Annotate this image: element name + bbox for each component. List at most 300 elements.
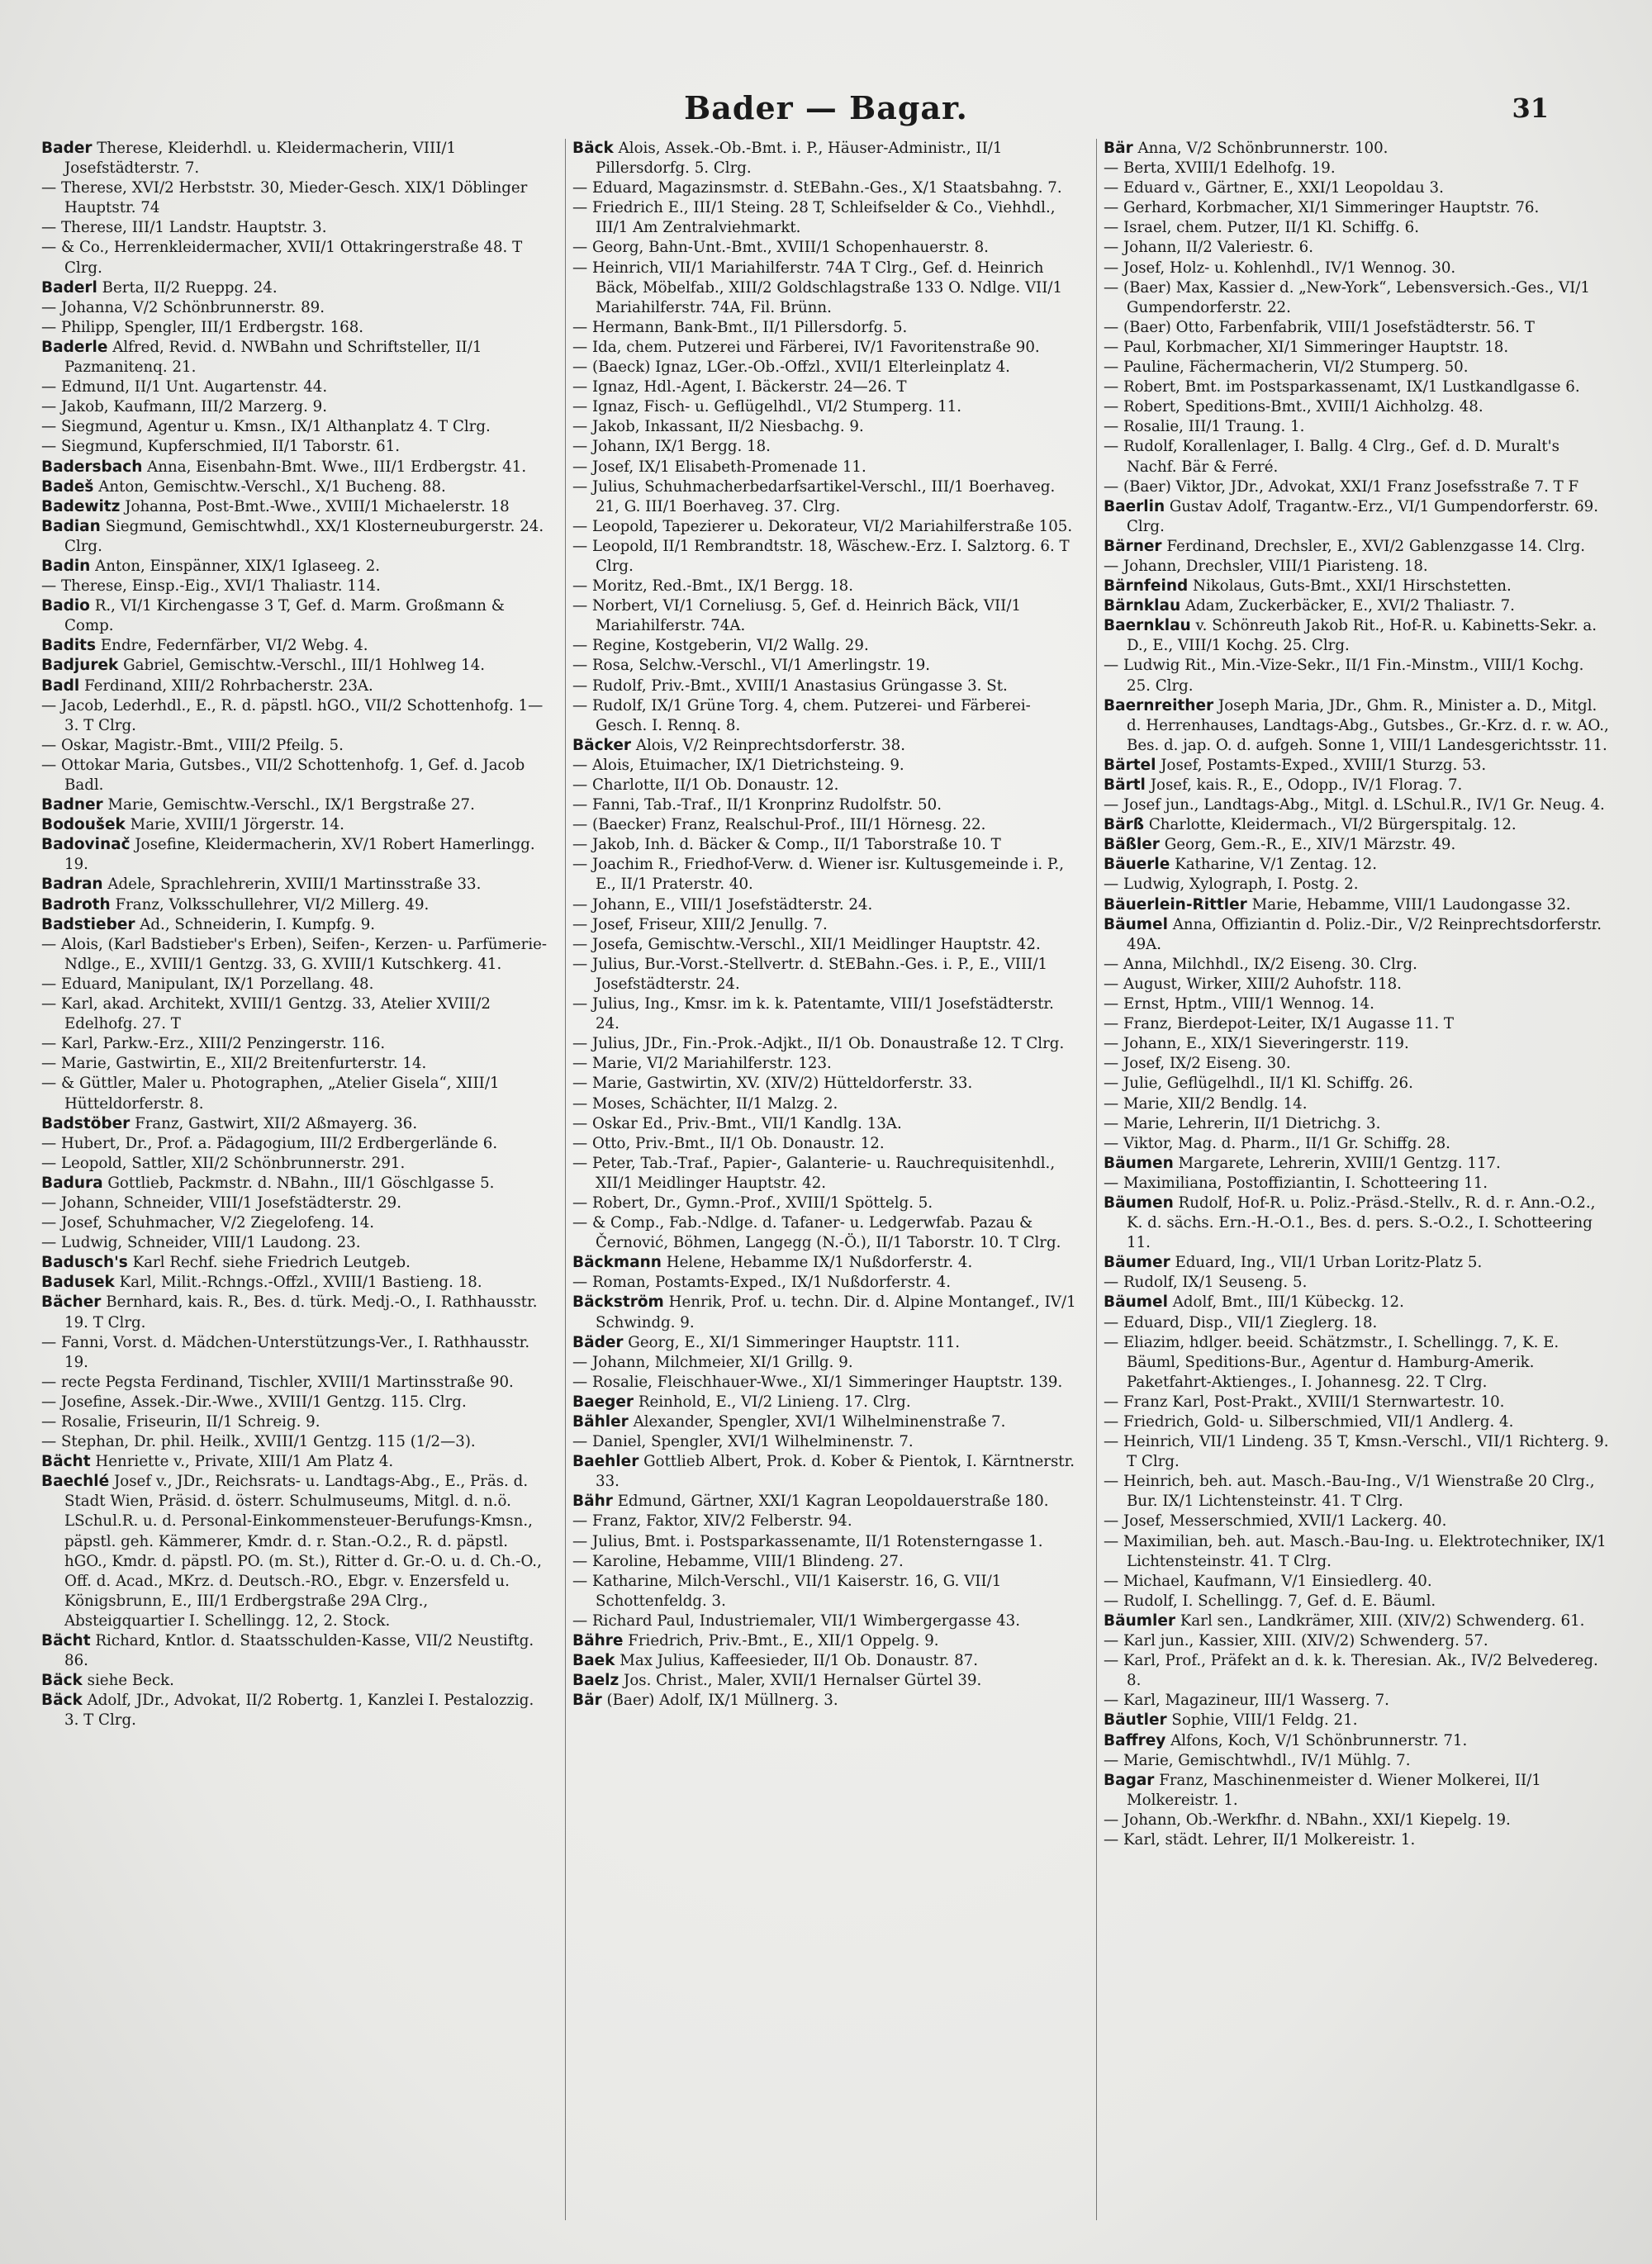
entry-surname: Bäder [572, 1333, 624, 1351]
entry-details: — Karl jun., Kassier, XIII. (XIV/2) Schwenderg. 57. [1104, 1632, 1488, 1650]
entry-details: — Heinrich, VII/1 Mariahilferstr. 74A T Clrg., Gef. d. Heinrich Bäck, Möbelfab., XIII/2 Goldschlagstraße 133 O. Ndlge. VII/1 Mariahilferstr. 74A, Fil. Brünn. [572, 259, 1063, 316]
entry-details: Friedrich, Priv.-Bmt., E., XII/1 Oppelg. 9. [628, 1632, 939, 1650]
entry-details: — Eduard v., Gärtner, E., XXI/1 Leopoldau 3. [1104, 179, 1444, 197]
entry-details: Anna, Eisenbahn-Bmt. Wwe., III/1 Erdbergstr. 41. [147, 458, 527, 476]
entry-surname: Baernklau [1104, 617, 1191, 635]
directory-entry [572, 1194, 1080, 1213]
directory-entry [1104, 975, 1611, 994]
entry-details: — Hermann, Bank-Bmt., II/1 Pillersdorfg. 5. [572, 318, 908, 336]
entry-surname: Badusek [41, 1274, 115, 1292]
entry-surname: Bächer [41, 1293, 102, 1312]
directory-entry [572, 1353, 1080, 1373]
entry-surname: Badstieber [41, 915, 135, 933]
directory-entry [572, 1452, 1080, 1492]
directory-entry [1104, 1134, 1611, 1154]
entry-details: Anton, Gemischtw.-Verschl., X/1 Bucheng. 88. [98, 477, 446, 496]
entry-details: Alois, V/2 Reinprechtsdorferstr. 38. [635, 736, 905, 754]
entry-details: — Ida, chem. Putzerei und Färberei, IV/1 Favoritenstraße 90. [572, 338, 1040, 356]
entry-details: — Oskar, Magistr.-Bmt., VIII/2 Pfeilg. 5. [41, 736, 344, 754]
entry-details: Karl, Milit.-Rchngs.-Offzl., XVIII/1 Bastieng. 18. [119, 1274, 482, 1292]
entry-surname: Baernreither [1104, 696, 1214, 714]
directory-entry [41, 975, 548, 994]
entry-surname: Baerlin [1104, 497, 1165, 515]
entry-surname: Bäumel [1104, 915, 1168, 933]
directory-entry [41, 1253, 548, 1273]
directory-entry [41, 736, 548, 756]
directory-entry [1104, 696, 1611, 756]
directory-entry [572, 656, 1080, 676]
directory-entry [1104, 915, 1611, 955]
directory-entry [1104, 1432, 1611, 1472]
entry-details: — Marie, Gastwirtin, XV. (XIV/2) Hütteldorferstr. 33. [572, 1075, 973, 1093]
entry-details: Alfred, Revid. d. NWBahn und Schriftsteller, II/1 Pazmanitenq. 21. [64, 338, 482, 377]
entry-surname: Bäumen [1104, 1194, 1174, 1212]
entry-details: — Israel, chem. Putzer, II/1 Kl. Schiffg. 6. [1104, 219, 1419, 237]
entry-surname: Bächt [41, 1453, 91, 1471]
entry-details: — Josef, Holz- u. Kohlenhdl., IV/1 Wennog. 30. [1104, 259, 1456, 277]
entry-surname: Bächt [41, 1632, 91, 1650]
directory-entry [1104, 656, 1611, 695]
directory-entry [1104, 1631, 1611, 1651]
directory-entry [1104, 577, 1611, 596]
directory-entry [41, 139, 548, 178]
directory-entry [1104, 278, 1611, 318]
directory-entry [1104, 1074, 1611, 1094]
entry-details: — Friedrich E., III/1 Steing. 28 T, Schleifselder & Co., Viehhdl., III/1 Am Zentralviehmarkt. [572, 199, 1056, 237]
directory-entry [41, 1472, 548, 1631]
directory-entry [1104, 616, 1611, 656]
directory-entry [1104, 1731, 1611, 1751]
directory-entry [41, 1174, 548, 1194]
directory-entry [41, 815, 548, 835]
entry-details: — Regine, Kostgeberin, VI/2 Wallg. 29. [572, 637, 869, 655]
entry-details: Adele, Sprachlehrerin, XVIII/1 Martinsstraße 33. [107, 876, 482, 894]
entry-details: — Leopold, Tapezierer u. Dekorateur, VI/2 Mariahilferstraße 105. [572, 517, 1073, 535]
entry-details: — Fanni, Vorst. d. Mädchen-Unterstützungs-Ver., I. Rathhausstr. 19. [41, 1333, 530, 1371]
entry-details: — Jakob, Kaufmann, III/2 Marzerg. 9. [41, 398, 328, 416]
directory-entry [1104, 994, 1611, 1014]
entry-surname: Baelz [572, 1672, 620, 1690]
directory-entry [1104, 1412, 1611, 1432]
page-number: 31 [1512, 93, 1549, 124]
entry-details: — (Baer) Otto, Farbenfabrik, VIII/1 Josefstädterstr. 56. T [1104, 318, 1535, 336]
entry-details: Marie, Hebamme, VIII/1 Laudongasse 32. [1251, 895, 1571, 914]
directory-entry [1104, 377, 1611, 397]
entry-details: — Ottokar Maria, Gutsbes., VII/2 Schottenhofg. 1, Gef. d. Jacob Badl. [41, 756, 525, 794]
entry-details: — Peter, Tab.-Traf., Papier-, Galanterie- u. Rauchrequisitenhdl., XII/1 Meidlinger Hauptstr. 42. [572, 1154, 1056, 1192]
entry-surname: Bagar [1104, 1771, 1155, 1789]
directory-entry [1104, 1512, 1611, 1531]
column-1 [41, 139, 548, 2220]
entry-details: — Pauline, Fächermacherin, VI/2 Stumperg. 50. [1104, 358, 1469, 377]
running-title: Bader — Bagar. [684, 89, 968, 126]
entry-details: — Johann, II/2 Valeriestr. 6. [1104, 239, 1314, 257]
entry-details: — Hubert, Dr., Prof. a. Pädagogium, III/2 Erdbergerlände 6. [41, 1134, 498, 1152]
entry-surname: Bähler [572, 1413, 629, 1431]
directory-entry [41, 656, 548, 676]
entry-details: siehe Beck. [87, 1672, 174, 1690]
directory-entry [1104, 756, 1611, 776]
entry-details: — Eduard, Disp., VII/1 Zieglerg. 18. [1104, 1313, 1378, 1331]
entry-details: — Julie, Geflügelhdl., II/1 Kl. Schiffg. 26. [1104, 1075, 1413, 1093]
entry-details: — Roman, Postamts-Exped., IX/1 Nußdorferstr. 4. [572, 1274, 951, 1292]
entry-surname: Baechlé [41, 1473, 110, 1491]
directory-entry [41, 1452, 548, 1472]
entry-details: — Marie, Gemischtwhdl., IV/1 Mühlg. 7. [1104, 1751, 1411, 1769]
directory-entry [41, 676, 548, 696]
entry-surname: Badusch's [41, 1254, 128, 1272]
directory-entry [1104, 955, 1611, 975]
directory-entry [1104, 1273, 1611, 1293]
directory-entry [41, 1154, 548, 1174]
directory-entry [1104, 557, 1611, 577]
directory-entry [41, 636, 548, 656]
directory-entry [41, 1194, 548, 1213]
entry-details: — Eduard, Manipulant, IX/1 Porzellang. 48. [41, 975, 374, 993]
entry-details: Anton, Einspänner, XIX/1 Iglaseeg. 2. [95, 557, 381, 575]
directory-entry [41, 477, 548, 497]
entry-details: — Philipp, Spengler, III/1 Erdbergstr. 168. [41, 318, 364, 336]
directory-entry [572, 259, 1080, 318]
entry-details: Alexander, Spengler, XVI/1 Wilhelminenstraße 7. [633, 1413, 1006, 1431]
entry-details: Margarete, Lehrerin, XVIII/1 Gentzg. 117. [1178, 1154, 1501, 1172]
entry-details: — Georg, Bahn-Unt.-Bmt., XVIII/1 Schopenhauerstr. 8. [572, 239, 989, 257]
directory-entry [41, 895, 548, 915]
entry-details: — Ludwig, Schneider, VIII/1 Laudong. 23. [41, 1234, 361, 1252]
entry-details: Nikolaus, Guts-Bmt., XXI/1 Hirschstetten. [1193, 577, 1512, 596]
entry-details: Josefine, Kleidermacherin, XV/1 Robert Hamerlingg. 19. [64, 836, 535, 874]
entry-details: — Edmund, II/1 Unt. Augartenstr. 44. [41, 378, 328, 396]
column-3 [1096, 139, 1611, 2220]
entry-details: — Moses, Schächter, II/1 Malzg. 2. [572, 1094, 838, 1113]
entry-details: Franz, Volksschullehrer, VI/2 Millerg. 49. [115, 895, 430, 914]
entry-details: — Eliazim, hdlger. beeid. Schätzmstr., I. Schellingg. 7, K. E. Bäuml, Speditions-Bur., Agentur d. Hamburg-Amerik. Paketfahrt-Aktienges., I. Johannesg. 22. T Clrg. [1104, 1333, 1559, 1391]
directory-entry [1104, 1611, 1611, 1631]
entry-surname: Bär [1104, 140, 1133, 157]
entry-details: Adam, Zuckerbäcker, E., XVI/2 Thaliastr. 7. [1184, 597, 1515, 615]
directory-entry [41, 1691, 548, 1730]
directory-entry [572, 1393, 1080, 1412]
entry-surname: Badjurek [41, 657, 119, 675]
directory-entry [572, 915, 1080, 935]
entry-details: — Josef jun., Landtags-Abg., Mitgl. d. LSchul.R., IV/1 Gr. Neug. 4. [1104, 796, 1605, 814]
entry-details: — Franz, Faktor, XIV/2 Felberstr. 94. [572, 1512, 852, 1531]
directory-entry [1104, 338, 1611, 358]
directory-entry [1104, 1154, 1611, 1174]
directory-entry [1104, 198, 1611, 218]
entry-details: Marie, Gemischtw.-Verschl., IX/1 Bergstraße 27. [107, 796, 475, 814]
entry-details: — Ignaz, Fisch- u. Geflügelhdl., VI/2 Stumperg. 11. [572, 398, 962, 416]
entry-details: Siegmund, Gemischtwhdl., XX/1 Klosterneuburgerstr. 24. Clrg. [64, 517, 544, 555]
directory-entry [572, 1213, 1080, 1253]
entry-surname: Bärner [1104, 537, 1162, 555]
entry-surname: Baderle [41, 338, 108, 356]
directory-entry [1104, 259, 1611, 278]
entry-details: — Oskar Ed., Priv.-Bmt., VII/1 Kandlg. 13A. [572, 1114, 902, 1132]
entry-details: — Julius, Bur.-Vorst.-Stellvertr. d. StEBahn.-Ges. i. P., E., VIII/1 Josefstädterstr. 24. [572, 955, 1048, 993]
entry-details: — Maximiliana, Postoffiziantin, I. Schotteering 11. [1104, 1174, 1488, 1192]
entry-surname: Bäumler [1104, 1611, 1176, 1630]
entry-details: — Gerhard, Korbmacher, XI/1 Simmeringer Hauptstr. 76. [1104, 199, 1540, 217]
entry-surname: Bäck [572, 140, 614, 157]
entry-surname: Bäcker [572, 736, 632, 754]
directory-entry [572, 994, 1080, 1034]
entry-details: — Stephan, Dr. phil. Heilk., XVIII/1 Gentzg. 115 (1/2—3). [41, 1433, 476, 1451]
directory-entry [1104, 776, 1611, 795]
entry-details: — Heinrich, beh. aut. Masch.-Bau-Ing., V/1 Wienstraße 20 Clrg., Bur. IX/1 Lichtensteinstr. 41. T Clrg. [1104, 1473, 1595, 1511]
directory-entry [572, 1054, 1080, 1074]
entry-details: — Johann, E., VIII/1 Josefstädterstr. 24. [572, 895, 873, 914]
entry-details: — Ludwig, Xylograph, I. Postg. 2. [1104, 876, 1359, 894]
directory-entry [572, 935, 1080, 955]
entry-surname: Badeš [41, 477, 94, 496]
directory-entry [572, 835, 1080, 855]
directory-entry [41, 557, 548, 577]
directory-entry [1104, 1572, 1611, 1592]
entry-details: Henriette v., Private, XIII/1 Am Platz 4. [95, 1453, 394, 1471]
directory-entry [572, 1333, 1080, 1353]
entry-details: Marie, XVIII/1 Jörgerstr. 14. [130, 816, 344, 834]
entry-details: — Jakob, Inh. d. Bäcker & Comp., II/1 Taborstraße 10. T [572, 836, 1001, 854]
entry-details: — Johanna, V/2 Schönbrunnerstr. 89. [41, 298, 325, 316]
directory-entry [572, 776, 1080, 795]
entry-details: — Josef, Schuhmacher, V/2 Ziegelofeng. 14. [41, 1214, 375, 1232]
directory-entry [1104, 1293, 1611, 1312]
entry-details: Alois, Assek.-Ob.-Bmt. i. P., Häuser-Administr., II/1 Pillersdorfg. 5. Clrg. [596, 140, 1003, 178]
directory-entry [41, 1273, 548, 1293]
directory-entry [1104, 358, 1611, 377]
directory-entry [41, 1114, 548, 1134]
directory-entry [572, 756, 1080, 776]
directory-entry [41, 1412, 548, 1432]
entry-details: — Norbert, VI/1 Corneliusg. 5, Gef. d. Heinrich Bäck, VII/1 Mariahilferstr. 74A. [572, 597, 1022, 635]
directory-entry [1104, 1651, 1611, 1691]
entry-details: Richard, Kntlor. d. Staatsschulden-Kasse, VII/2 Neustiftg. 86. [64, 1632, 534, 1670]
entry-details: — (Baeck) Ignaz, LGer.-Ob.-Offzl., XVII/1 Elterleinplatz 4. [572, 358, 1010, 377]
entry-details: — Viktor, Mag. d. Pharm., II/1 Gr. Schiffg. 28. [1104, 1134, 1450, 1152]
directory-entry [1104, 397, 1611, 417]
entry-details: — Franz Karl, Post-Prakt., XVIII/1 Sternwartestr. 10. [1104, 1393, 1505, 1411]
directory-entry [572, 358, 1080, 377]
entry-surname: Badstöber [41, 1114, 131, 1132]
directory-entry [572, 696, 1080, 736]
directory-entry [572, 477, 1080, 517]
entry-details: — Karl, städt. Lehrer, II/1 Molkereistr. 1. [1104, 1830, 1416, 1849]
entry-surname: Bärß [1104, 816, 1145, 834]
entry-surname: Bär [572, 1692, 602, 1710]
entry-details: — Therese, III/1 Landstr. Hauptstr. 3. [41, 219, 327, 237]
entry-details: — Julius, Bmt. i. Postsparkassenamte, II/1 Rotensterngasse 1. [572, 1532, 1043, 1550]
entry-details: — Jacob, Lederhdl., E., R. d. päpstl. hGO., VII/2 Schottenhofg. 1—3. T Clrg. [41, 696, 544, 734]
entry-details: Josef, Postamts-Exped., XVIII/1 Sturzg. 53. [1161, 756, 1487, 774]
entry-details: Endre, Federnfärber, VI/2 Webg. 4. [100, 637, 368, 655]
entry-details: — Marie, VI/2 Mariahilferstr. 123. [572, 1055, 832, 1073]
entry-surname: Bäßler [1104, 836, 1160, 854]
directory-entry [41, 756, 548, 795]
directory-entry [572, 1432, 1080, 1452]
directory-entry [41, 994, 548, 1034]
entry-details: Gabriel, Gemischtw.-Verschl., III/1 Hohlweg 14. [123, 657, 486, 675]
directory-entry [41, 1074, 548, 1113]
entry-details: Josef, kais. R., E., Odopp., IV/1 Florag. 7. [1150, 776, 1463, 794]
directory-entry [572, 1114, 1080, 1134]
entry-surname: Badovinač [41, 836, 131, 854]
entry-details: — & Comp., Fab.-Ndlge. d. Tafaner- u. Ledgerwfab. Pazau & Černović, Böhmen, Langegg (N.-Ö.), II/1 Taborstr. 10. T Clrg. [572, 1214, 1061, 1252]
directory-entry [572, 1552, 1080, 1572]
entry-surname: Bäutler [1104, 1711, 1167, 1730]
entry-surname: Bäuerlein-Rittler [1104, 895, 1247, 914]
entry-surname: Bäckmann [572, 1254, 662, 1272]
entry-details: — Anna, Milchhdl., IX/2 Eiseng. 30. Clrg. [1104, 955, 1417, 973]
directory-entry [572, 338, 1080, 358]
directory-entry [1104, 1751, 1611, 1771]
directory-entry [572, 377, 1080, 397]
directory-entry [572, 1651, 1080, 1671]
entry-details: — August, Wirker, XIII/2 Auhofstr. 118. [1104, 975, 1402, 993]
directory-entry [1104, 139, 1611, 159]
entry-details: — Siegmund, Agentur u. Kmsn., IX/1 Althanplatz 4. T Clrg. [41, 418, 491, 436]
entry-details: — Rosalie, Friseurin, II/1 Schreig. 9. [41, 1413, 320, 1431]
entry-details: — Julius, Schuhmacherbedarfsartikel-Verschl., III/1 Boerhaveg. 21, G. III/1 Boerhaveg. 37. Clrg. [572, 477, 1056, 515]
entry-surname: Badner [41, 796, 103, 814]
directory-entry [41, 875, 548, 895]
directory-entry [41, 577, 548, 596]
entry-details: — Josef, IX/2 Eiseng. 30. [1104, 1055, 1291, 1073]
entry-surname: Baderl [41, 278, 97, 297]
entry-details: — Rudolf, Priv.-Bmt., XVIII/1 Anastasius Grüngasse 3. St. [572, 676, 1008, 695]
directory-entry [41, 795, 548, 815]
directory-entry [41, 397, 548, 417]
directory-entry [572, 1512, 1080, 1531]
entry-details: — Ernst, Hptm., VIII/1 Wennog. 14. [1104, 995, 1374, 1013]
directory-entry [41, 1213, 548, 1233]
entry-details: — Charlotte, II/1 Ob. Donaustr. 12. [572, 776, 839, 794]
entry-surname: Bäumer [1104, 1254, 1170, 1272]
directory-entry [1104, 437, 1611, 477]
entry-details: Bernhard, kais. R., Bes. d. türk. Medj.-O., I. Rathhausstr. 19. T Clrg. [64, 1293, 538, 1331]
entry-surname: Badian [41, 517, 101, 535]
entry-details: — Julius, JDr., Fin.-Prok.-Adjkt., II/1 Ob. Donaustraße 12. T Clrg. [572, 1035, 1065, 1053]
entry-details: Franz, Maschinenmeister d. Wiener Molkerei, II/1 Molkereistr. 1. [1127, 1771, 1541, 1809]
entry-details: Johanna, Post-Bmt.-Wwe., XVIII/1 Michaelerstr. 18 [125, 497, 510, 515]
entry-details: Karl sen., Landkrämer, XIII. (XIV/2) Schwenderg. 61. [1180, 1611, 1585, 1630]
directory-entry [572, 855, 1080, 895]
entry-details: — & Güttler, Maler u. Photographen, „Atelier Gisela“, XIII/1 Hütteldorferstr. 8. [41, 1075, 500, 1113]
entry-details: Katharine, V/1 Zentag. 12. [1175, 856, 1377, 874]
entry-details: — & Co., Herrenkleidermacher, XVII/1 Ottakringerstraße 48. T Clrg. [41, 239, 523, 277]
directory-entry [572, 815, 1080, 835]
directory-entry [572, 437, 1080, 457]
entry-details: Henrik, Prof. u. techn. Dir. d. Alpine Montangef., IV/1 Schwindg. 9. [596, 1293, 1076, 1331]
entry-details: — Fanni, Tab.-Traf., II/1 Kronprinz Rudolfstr. 50. [572, 796, 942, 814]
entry-details: — Franz, Bierdepot-Leiter, IX/1 Augasse 11. T [1104, 1015, 1455, 1033]
entry-details: Max Julius, Kaffeesieder, II/1 Ob. Donaustr. 87. [620, 1652, 979, 1670]
directory-entry [1104, 1194, 1611, 1253]
entry-surname: Badersbach [41, 458, 143, 476]
directory-entry [1104, 895, 1611, 915]
directory-entry [41, 318, 548, 338]
entry-details: Anna, Offiziantin d. Poliz.-Dir., V/2 Reinprechtsdorferstr. 49A. [1127, 915, 1602, 953]
entry-details: — Maximilian, beh. aut. Masch.-Bau-Ing. u. Elektrotechniker, IX/1 Lichtensteinstr. 41. T Clrg. [1104, 1532, 1607, 1570]
entry-surname: Bärnfeind [1104, 577, 1189, 596]
entry-details: — Karl, Parkw.-Erz., XIII/2 Penzingerstr. 116. [41, 1035, 386, 1053]
directory-entry [1104, 1014, 1611, 1034]
entry-surname: Baffrey [1104, 1731, 1166, 1749]
directory-entry [572, 1094, 1080, 1114]
entry-details: — recte Pegsta Ferdinand, Tischler, XVIII/1 Martinsstraße 90. [41, 1373, 514, 1391]
entry-details: Anna, V/2 Schönbrunnerstr. 100. [1137, 140, 1389, 157]
entry-details: Georg, E., XI/1 Simmeringer Hauptstr. 111. [628, 1333, 961, 1351]
directory-entry [1104, 1393, 1611, 1412]
entry-details: — Rosalie, III/1 Traung. 1. [1104, 418, 1305, 436]
entry-details: — Moritz, Red.-Bmt., IX/1 Bergg. 18. [572, 577, 854, 596]
entry-details: — Rosa, Selchw.-Verschl., VI/1 Amerlingstr. 19. [572, 657, 931, 675]
directory-entry [572, 1034, 1080, 1054]
entry-surname: Bärtl [1104, 776, 1146, 794]
entry-details: Alfons, Koch, V/1 Schönbrunnerstr. 71. [1170, 1731, 1468, 1749]
directory-entry [1104, 1472, 1611, 1512]
entry-surname: Badroth [41, 895, 111, 914]
entry-details: — Daniel, Spengler, XVI/1 Wilhelminenstr. 7. [572, 1433, 914, 1451]
entry-details: Gottlieb, Packmstr. d. NBahn., III/1 Göschlgasse 5. [107, 1174, 495, 1192]
directory-entry [572, 1273, 1080, 1293]
directory-entry [1104, 1114, 1611, 1134]
directory-entry [41, 497, 548, 517]
directory-entry [572, 397, 1080, 417]
directory-entry [572, 596, 1080, 636]
directory-entry [572, 1154, 1080, 1194]
entry-surname: Bärtel [1104, 756, 1156, 774]
entry-surname: Badura [41, 1174, 103, 1192]
entry-details: — Friedrich, Gold- u. Silberschmied, VII/1 Andlerg. 4. [1104, 1413, 1514, 1431]
entry-details: — Josef, Friseur, XIII/2 Jenullg. 7. [572, 915, 828, 933]
entry-details: Ferdinand, XIII/2 Rohrbacherstr. 23A. [83, 676, 373, 695]
directory-entry [1104, 318, 1611, 338]
entry-details: — Ignaz, Hdl.-Agent, I. Bäckerstr. 24—26. T [572, 378, 907, 396]
directory-entry [572, 537, 1080, 577]
directory-entry [41, 178, 548, 218]
entry-details: — Robert, Dr., Gymn.-Prof., XVIII/1 Spöttelg. 5. [572, 1194, 933, 1212]
entry-details: Gustav Adolf, Tragantw.-Erz., VI/1 Gumpendorferstr. 69. Clrg. [1127, 497, 1598, 535]
directory-entry [41, 377, 548, 397]
directory-entry [1104, 1174, 1611, 1194]
directory-entry [572, 1373, 1080, 1393]
entry-details: — (Baecker) Franz, Realschul-Prof., III/1 Hörnesg. 22. [572, 816, 986, 834]
entry-details: — Josef, Messerschmied, XVII/1 Lackerg. 40. [1104, 1512, 1447, 1531]
directory-entry [41, 1631, 548, 1671]
directory-entry [41, 1671, 548, 1691]
entry-surname: Bähre [572, 1632, 624, 1650]
entry-details: — Rudolf, Korallenlager, I. Ballg. 4 Clrg., Gef. d. D. Muralt's Nachf. Bär & Ferré. [1104, 438, 1559, 476]
entry-details: — Therese, XVI/2 Herbststr. 30, Mieder-Gesch. XIX/1 Döblinger Hauptstr. 74 [41, 179, 528, 217]
directory-entry [572, 1412, 1080, 1432]
entry-details: — Marie, Lehrerin, II/1 Dietrichg. 3. [1104, 1114, 1381, 1132]
directory-entry [41, 1393, 548, 1412]
entry-details: — Johann, E., XIX/1 Sieveringerstr. 119. [1104, 1035, 1409, 1053]
directory-entry [1104, 477, 1611, 497]
entry-details: Charlotte, Kleidermach., VI/2 Bürgerspitalg. 12. [1148, 816, 1517, 834]
entry-surname: Baek [572, 1652, 615, 1670]
entry-details: — Otto, Priv.-Bmt., II/1 Ob. Donaustr. 12. [572, 1134, 885, 1152]
entry-details: — Berta, XVIII/1 Edelhofg. 19. [1104, 159, 1336, 178]
entry-details: Ferdinand, Drechsler, E., XVI/2 Gablenzgasse 14. Clrg. [1166, 537, 1585, 555]
directory-entry [572, 1134, 1080, 1154]
entry-details: Jos. Christ., Maler, XVII/1 Hernalser Gürtel 39. [624, 1672, 982, 1690]
directory-entry [1104, 178, 1611, 198]
directory-entry [572, 1253, 1080, 1273]
entry-surname: Bader [41, 140, 93, 157]
entry-surname: Badewitz [41, 497, 121, 515]
